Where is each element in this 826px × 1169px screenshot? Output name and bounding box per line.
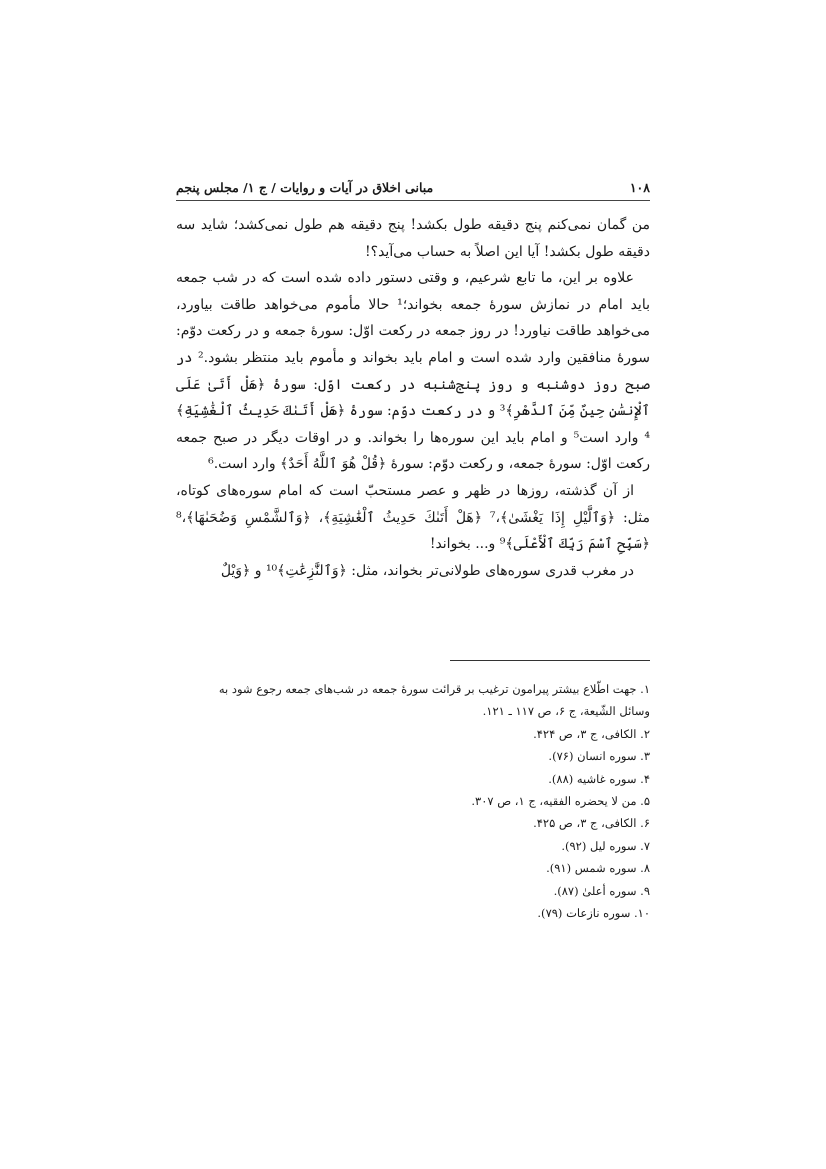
footnote-5: ۵. من لا یحضره الفقیه، ج ۱، ص ۳۰۷. xyxy=(471,794,650,809)
footnote-2: ۲. الکافی، ج ۳، ص ۴۲۴. xyxy=(533,726,650,741)
paragraph-2: علاوه بر این، ما تابع شرعیم، و وقتی دستور داده شده است که در شب جمعه باید امام در نمازش سورهٔ جمعه بخواند؛¹ حالا مأموم می‌خواهد طاقت بیاورد، می‌خواهد طاقت نیاورد! در روز جمعه در رکعت اوّل: سورهٔ جمعه و در رکعت دوّم: سورهٔ منافقین وارد شده است و امام باید بخواند و مأموم باید منتظر بشود.² در صبح روز دوشنبه و روز پنج‌شنبه در رکعت اوّل: سورهٔ ﴿هَلْ أَتَىٰ عَلَى ٱلْإِنسَٰنِ حِينٌ مِّنَ ٱلدَّهْرِ﴾³ و در رکعت دوّم: سورهٔ ﴿هَلْ أَتَىٰكَ حَدِيثُ ٱلْغَٰشِيَةِ﴾⁴ وارد است⁵ و امام باید این سوره‌ها را بخواند. و در اوقات دیگر در صبح جمعه رکعت اوّل: سورهٔ جمعه، و رکعت دوّم: سورهٔ ﴿قُلْ هُوَ ٱللَّهُ أَحَدٌ﴾ وارد است.⁶ xyxy=(176,270,650,473)
footnote-4: ۴. سوره غاشیه (۸۸). xyxy=(548,771,650,786)
footnotes xyxy=(176,678,650,924)
footnote-3: ۳. سوره انسان (۷۶). xyxy=(548,749,650,764)
footnote-6: ۶. الکافی، ج ۳، ص ۴۲۵. xyxy=(533,816,650,831)
body-text xyxy=(176,212,650,584)
footnote-10: ۱۰. سوره نازعات (۷۹). xyxy=(537,906,650,921)
paragraph-4: در مغرب قدری سوره‌های طولانی‌تر بخواند، مثل: ﴿وَٱلنَّٰزِعَٰتِ﴾¹⁰ و ﴿وَيْلٌ xyxy=(220,562,634,579)
footnote-rule xyxy=(450,660,650,661)
paragraph-1: من گمان نمی‌کنم پنج دقیقه طول بکشد! پنج دقیقه هم طول نمی‌کشد؛ شاید سه دقیقه طول بکشد! آیا این اصلاً به حساب می‌آید؟! xyxy=(176,217,650,260)
running-title: مبانی اخلاق در آیات و روایات / ج ۱/ مجلس پنجم xyxy=(176,180,434,195)
footnote-7: ۷. سوره لیل (۹۲). xyxy=(561,838,650,853)
page-header xyxy=(176,176,650,200)
footnote-1-continued: وسائل الشّیعة، ج ۶، ص ۱۱۷ ـ ۱۲۱. xyxy=(482,704,650,719)
paragraph-3: از آن گذشته، روزها در ظهر و عصر مستحبّ است که امام سوره‌های کوتاه، مثل: ﴿وَٱلَّيْلِ إِذَا يَغْشَىٰ﴾،⁷ ﴿هَلْ أَتَىٰكَ حَدِيثُ ٱلْغَٰشِيَةِ﴾، ﴿وَٱلشَّمْسِ وَضُحَىٰهَا﴾،⁸ ﴿سَبِّحِ ٱسْمَ رَبِّكَ ٱلْأَعْلَى﴾⁹ و... بخواند! xyxy=(176,482,650,553)
footnote-9: ۹. سوره أعلیٰ (۸۷). xyxy=(553,883,650,898)
header-rule xyxy=(176,200,650,201)
footnote-1: ۱. جهت اطّلاع بیشتر پیرامون ترغیب بر قرائت سورهٔ جمعه در شب‌های جمعه رجوع شود به xyxy=(218,682,650,696)
page-number: ۱۰۸ xyxy=(629,180,650,195)
footnote-8: ۸. سوره شمس (۹۱). xyxy=(546,861,650,876)
